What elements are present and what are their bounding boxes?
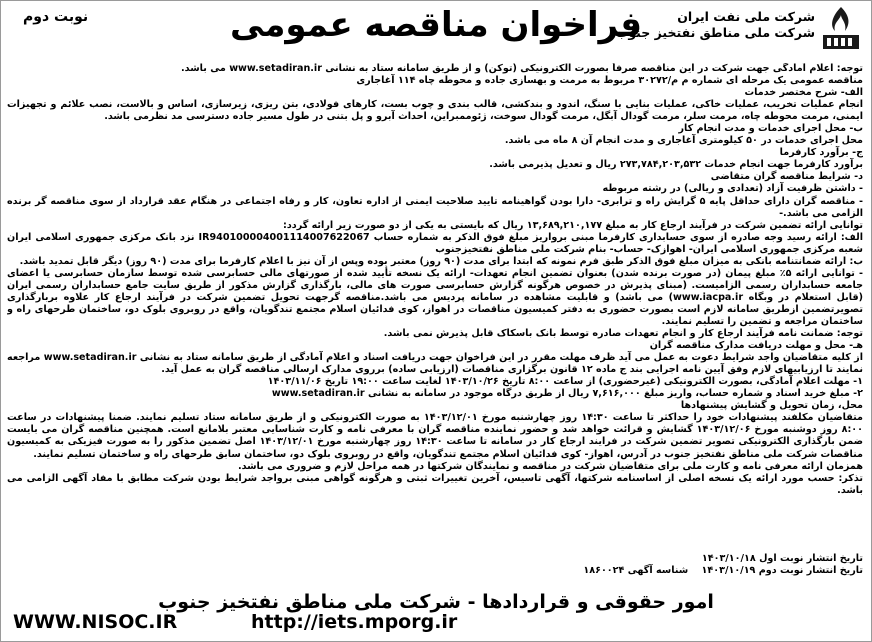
section-heading: الف- شرح مختصر خدمات [744,87,863,99]
section-heading: ب- محل اجرای خدمات و مدت انجام کار [678,123,863,135]
round-label: نوبت دوم [23,9,89,25]
body-line: مناقصه عمومی یک مرحله ای شماره م م/۳۰۲۷۲ مربوط به مرمت و بهسازی جاده و محوطه چاه ۱۱۴ آغاجاری [356,75,863,87]
body-line: - توانایی ارائه ۵٪ مبلغ پیمان (در صورت برنده شدن) بعنوان تضمین انجام تعهدات- ارائه یک نسخه تأیید شده از صورتهای مالی حسابرسی شده توسط سازمان حسابرسی یا اعضای جامعه حسابداران رسمی الزامیست. (مبنای پذیرش در خصوص هرگونه گزارش حسابرسی صورت های مالی، بارگذاری گزارش مذکور از طریق سایت جامع حسابداران رسمی ایران (قابل استعلام در وبگاه www.iacpa.ir) می باشد) و قابلیت مشاهده در سامانه پردیس می باشد.مناقصه گرجهت تحویل تضمین شرکت در فرآیند ارجاع کار علاوه بربارگذاری تصویرتضمین ازطریق سامانه لازم است بصورت حضوری به دفتر کمیسیون مناقصات در اهواز، کوی فدائیان اسلام مجتمع تندگویان، واقع در روبروی بلوک دو، ساختمان طرحهای راه و ساختمان مراجعه و تضمین را تسلیم نمایند. [7,267,863,327]
publication-info [583,553,863,577]
pub-second-date: تاریخ انتشار نوبت دوم ۱۴۰۳/۱۰/۱۹ [701,565,863,576]
body-line: توجه: ضمانت نامه فرآیند ارجاع کار و انجام تعهدات صادره توسط بانک باسکاک قابل پذیرش نمی باشد. [383,328,863,340]
company-parent: شرکت ملی نفت ایران [677,9,815,24]
body-line: متقاضیان مکلفند پیشنهادات خود را حداکثر تا ساعت ۱۴:۳۰ روز چهارشنبه مورخ ۱۴۰۳/۱۲/۰۱ به صورت الکترونیکی و از طریق سامانه ستاد تسلیم نمایند. ضمنا پیشنهادات در ساعت ۸:۰۰ روز دوشنبه مورخ ۱۴۰۳/۱۲/۰۶ گشایش و قرائت خواهد شد و حضور نماینده مناقصه گران با معرفی نامه و کارت شناسایی معتبر بلامانع است. همچنین مناقصه گران می بایست ضمن بارگذاری الکترونیکی تصویر تضمین شرکت در فرایند ارجاع کار در سامانه تا ساعت ۱۴:۳۰ روز چهارشنبه مورخ ۱۴۰۳/۱۲/۰۱ اصل تضمین مذکور را به صورت فیزیکی به کمیسیون مناقصات شرکت ملی مناطق نفتخیز جنوب در آدرس، اهواز- کوی فدائیان اسلام مجتمع تندگویان، واقع در روبروی بلوک دو، ساختمان سابق طرحهای راه و ساختمان تسلیم نمایند. [7,412,863,460]
body-line: - داشتن ظرفیت آزاد (تعدادی و ریالی) در رشته مربوطه [602,183,863,195]
body-line: تذکر: حسب مورد ارائه یک نسخه اصلی از اساسنامه شرکتها، آگهی تاسیس، آخرین تغییرات ثبتی و هرگونه گواهی مبنی برواجد شرایط بودن شرکت مطابق با مفاد آگهی الزامی می باشد. [7,472,863,496]
body-line: ۱- مهلت اعلام آمادگی، بصورت الکترونیکی (غیرحضوری) از ساعت ۸:۰۰ تاریخ ۱۴۰۳/۱۰/۲۶ لغایت ساعت ۱۹:۰۰ تاریخ ۱۴۰۳/۱۱/۰۶ [267,376,863,388]
body-line: ب: ارائه ضمانتنامه بانکی به میزان مبلغ فوق الذکر طبق فرم نمونه که ابتدا برای مدت (۹۰ روز) معتبر بوده وپس از آن نیز با اعلام کارفرما برای مدت (۹۰ روز) دیگر قابل تمدید باشد. [19,255,863,267]
body-line: توجه: اعلام آمادگی جهت شرکت در این مناقصه صرفاً بصورت الکترونیکی (توکن) و از طریق سامانه ستاد به نشانی www.setadiran.ir می باشد. [181,63,863,74]
body-line: - مناقصه گران دارای حداقل پایه ۵ گرایش راه و ترابری- دارا بودن گواهینامه تایید صلاحیت ایمنی از اداره تعاون، کار و رفاه اجتماعی در هنگام عقد قرارداد از سوی مناقصه گر برنده الزامی می باشد.- [7,195,863,219]
ad-number: شناسه آگهی ۱۸۶۰۰۲۴ [583,565,689,576]
section-heading: محل، زمان تحویل و گشایش پیشنهادها [680,400,863,412]
body-line: همزمان ارائه معرفی نامه و کارت ملی برای متقاضیان شرکت در مناقصه و نمایندگان شرکتها در همه مراحل لازم و ضروری می باشد. [237,460,863,472]
notice-title: فراخوان مناقصه عمومی [229,5,643,45]
section-heading: د- شرایط مناقصه گران متقاضی [710,171,863,183]
body-line: ۲- مبلغ خرید اسناد و شماره حساب، واریز مبلغ ۷,۶۱۶,۰۰۰ ریال از طریق درگاه موجود در سامانه به نشانی www.setadiran.ir [271,388,863,400]
body-line: برآورد کارفرما جهت انجام خدمات ۲۷۳,۷۸۴,۲۰۳,۵۳۲ ریال و تعدیل پذیرمی باشد. [489,159,863,171]
pub-first-date: تاریخ انتشار نوبت اول ۱۴۰۳/۱۰/۱۸ [701,553,863,564]
department-line: امور حقوقی و قراردادها - شرکت ملی مناطق نفتخیز جنوب [158,591,714,613]
body-line: الف: ارائه رسید وجه صادره از سوی حسابداری کارفرما مبنی برواریز مبلغ فوق الذکر به شماره حساب IR940100004001114007622067 نزد بانک مرکزی جمهوری اسلامی ایران شعبه مرکزی جمهوری اسلامی ایران- اهوازک- حساب- بنام شرکت ملی مناطق نفتخیزجنوب [7,231,863,255]
nisoc-website-link[interactable]: WWW.NISOC.IR [13,611,178,633]
body-line: توانایی ارائه تضمین شرکت در فرآیند ارجاع کار به مبلغ ۱۳,۶۸۹,۲۱۰,۱۷۷ ریال که بایستی به یکی از دو صورت زیر ارائه گردد: [283,219,863,231]
iets-website-link[interactable]: http://iets.mporg.ir [251,611,458,633]
notice-body [7,63,863,555]
body-line: انجام عملیات تخریب، عملیات خاکی، عملیات بنایی با سنگ، اندود و بندکشی، قالب بندی و چوب بست، کارهای فولادی، بتن ریزی، زیرسازی، اساس و بالاست، نصب علائم و تجهیزات ایمنی، مرمت محوطه چاه، مرمت سلر، مرمت گودال آبگل، مرمت گودال سوخت، ژئوممبراین، احداث آبرو و پل بتنی در طول مسیر جاده دسترسی مد نظرمی باشد. [7,99,863,123]
body-line: از کلیه متقاضیان واجد شرایط دعوت به عمل می آید ظرف مهلت مقرر در این فراخوان جهت دریافت اسناد و اعلام آمادگی از طریق سامانه ستاد به نشانی www.setadiran.ir مراجعه نمایند تا ارزیابیهای لازم وفق آیین نامه اجرایی بند ج ماده ۱۲ قانون برگزاری مناقصات (ارزیابی ساده) برروی مدارک ارسالی مناقصه گران به عمل آید. [7,352,863,376]
notice-header [1,1,871,63]
notice-footer [1,553,871,641]
company-sub: شرکت ملی مناطق نفتخیز جنوب [615,25,815,40]
section-heading: ج- برآورد کارفرما [779,147,863,159]
body-line: محل اجرای خدمات در ۵۰ کیلومتری آغاجاری و مدت انجام آن ۸ ماه می باشد. [504,135,863,147]
section-heading: هـ- محل و مهلت دریافت مدارک مناقصه گران [649,340,863,352]
